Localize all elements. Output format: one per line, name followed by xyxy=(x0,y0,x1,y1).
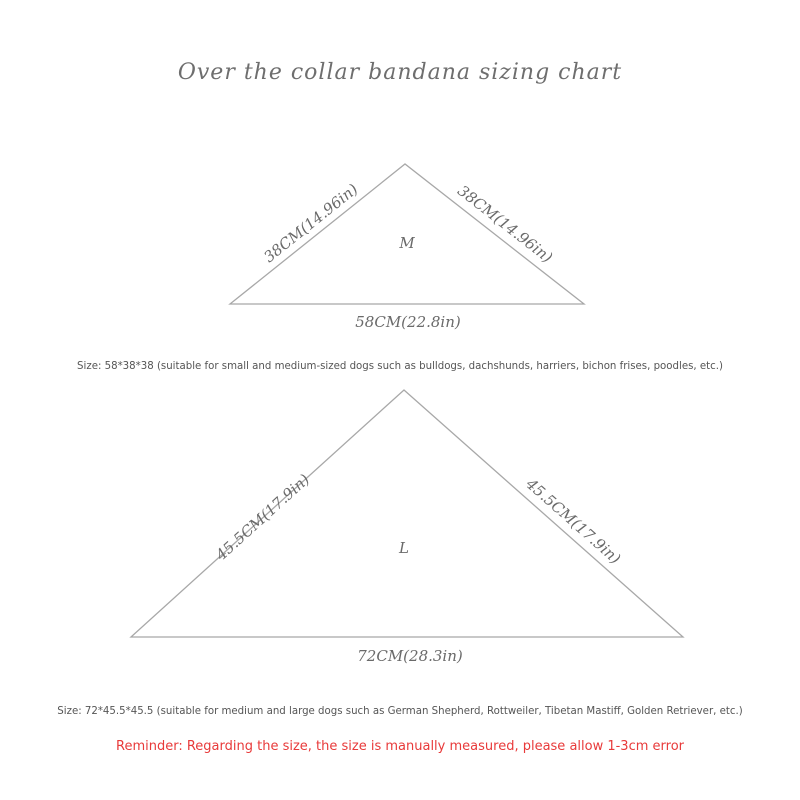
medium-right-side-label: 38CM(14.96in) xyxy=(454,181,556,267)
medium-base-label: 58CM(22.8in) xyxy=(355,313,461,331)
large-base-label: 72CM(28.3in) xyxy=(357,647,463,665)
medium-size-description: Size: 58*38*38 (suitable for small and medium-sized dogs such as bulldogs, dachshunds, harriers, bichon frises, poodles, etc.) xyxy=(77,361,723,372)
chart-title: Over the collar bandana sizing chart xyxy=(177,60,623,85)
large-left-side-label: 45.5CM(17.9in) xyxy=(212,470,314,565)
large-size-description: Size: 72*45.5*45.5 (suitable for medium and large dogs such as German Shepherd, Rottweiler, Tibetan Mastiff, Golden Retriever, etc.) xyxy=(57,706,743,717)
large-triangle xyxy=(131,390,683,637)
medium-left-side-label: 38CM(14.96in) xyxy=(260,180,362,267)
medium-letter: M xyxy=(399,234,415,252)
large-right-side-label: 45.5CM(17.9in) xyxy=(522,474,625,568)
size-reminder: Reminder: Regarding the size, the size is manually measured, please allow 1-3cm error xyxy=(116,739,684,754)
large-letter: L xyxy=(399,539,409,557)
